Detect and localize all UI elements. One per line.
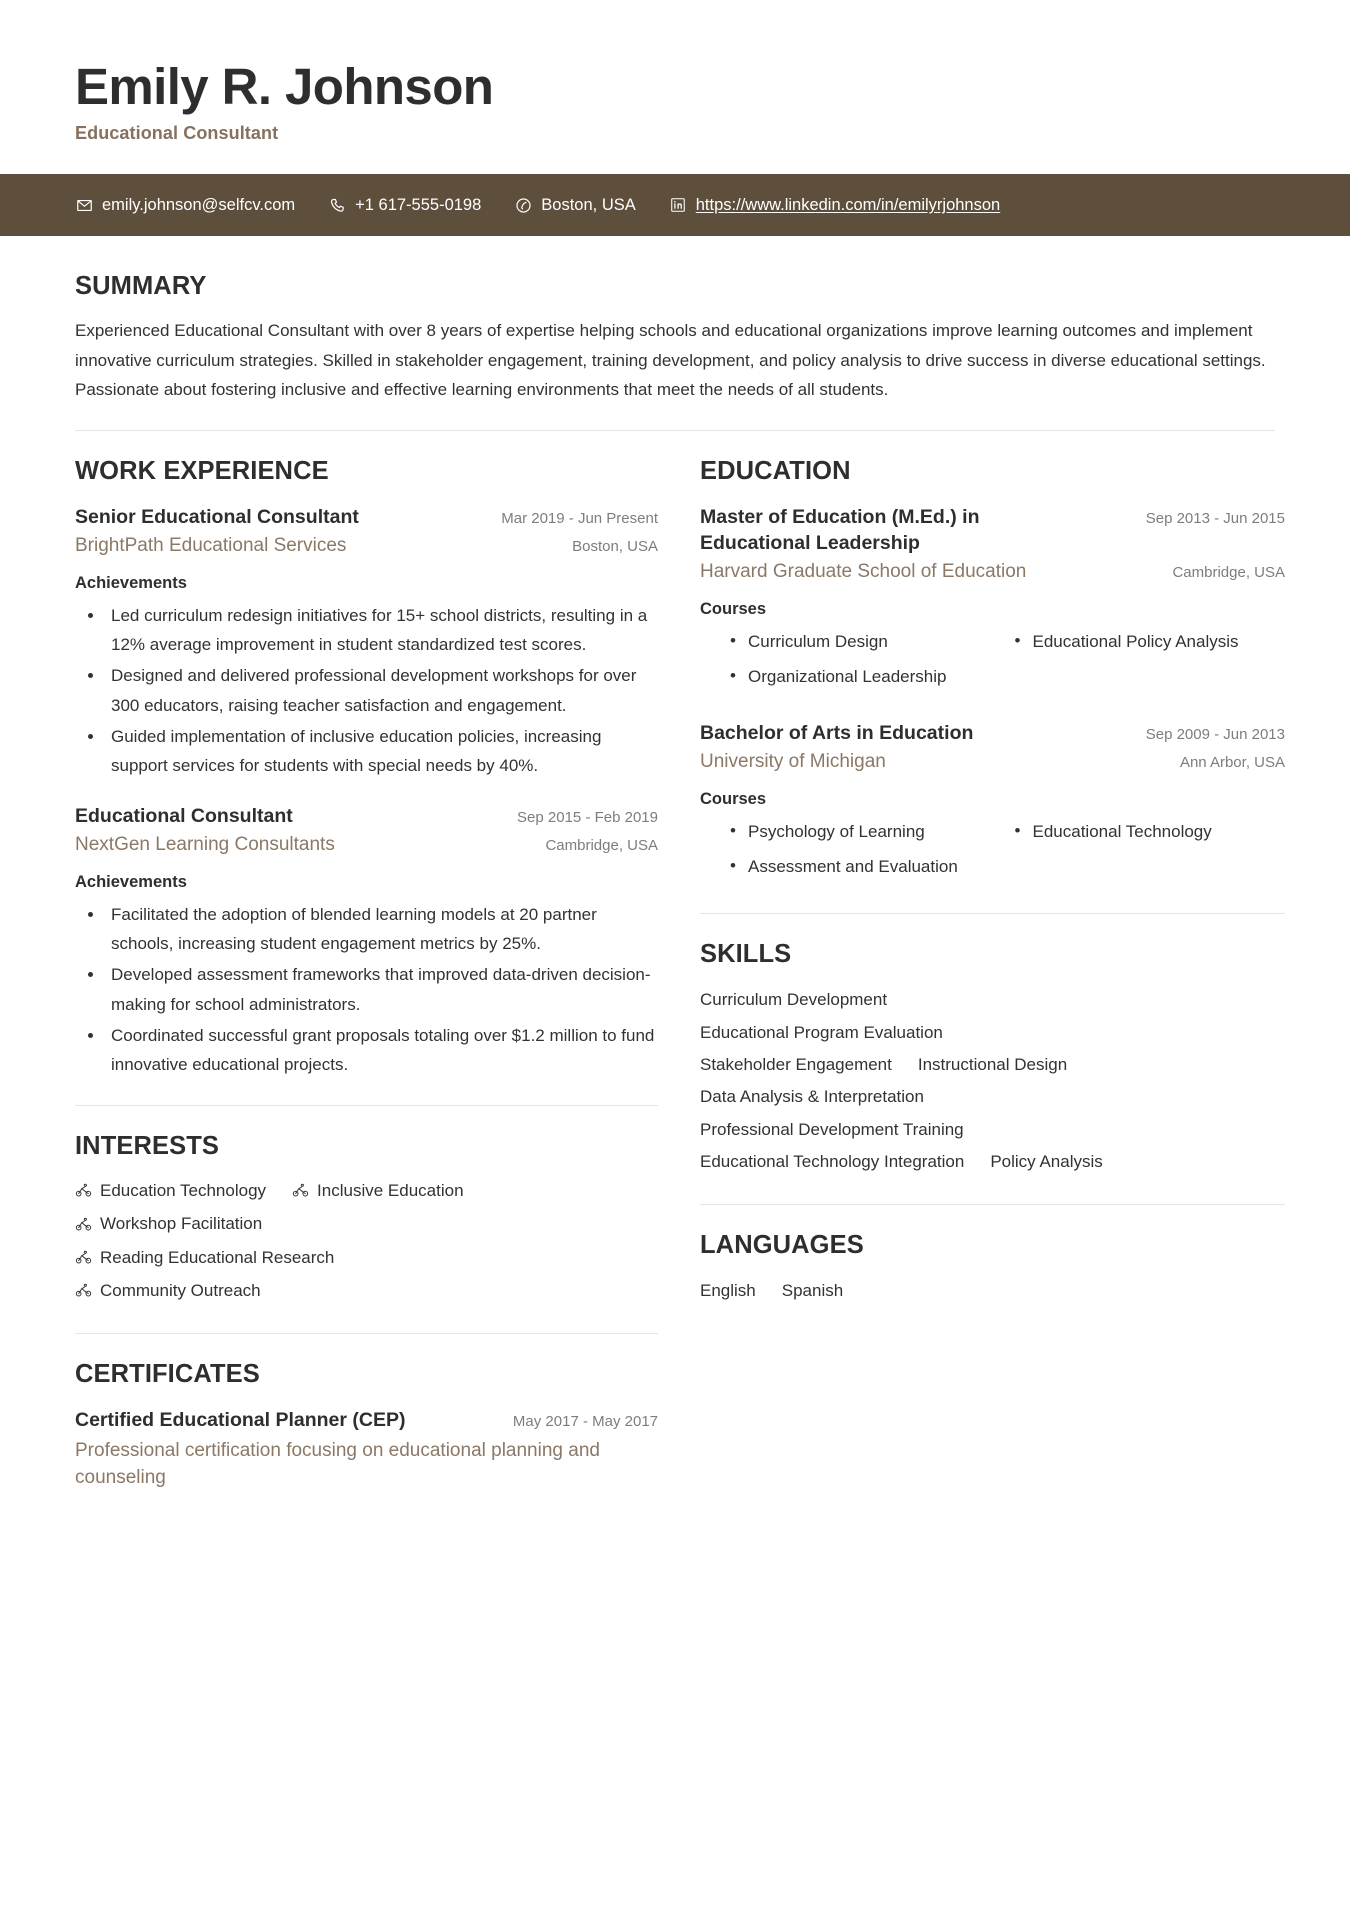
interests-list [75,1174,658,1307]
achievement-item: • Developed assessment frameworks that improved data-driven decision-making for school administrators. [105,960,658,1018]
language-item: Spanish [781,1281,844,1301]
bicycle-icon [75,1249,92,1266]
achievements-label: Achievements [75,872,187,891]
interest-row [75,1274,658,1307]
work-position: Educational Consultant [75,805,293,828]
courses-label: Courses [700,789,767,808]
course-item: • Educational Policy Analysis [1015,627,1286,656]
contact-location-text: Boston, USA [541,195,636,214]
education-title: EDUCATION [700,457,851,486]
skill-item: Policy Analysis [990,1151,1103,1171]
achievement-item: • Designed and delivered professional development workshops for over 300 educators, raising teacher satisfaction and engagement. [105,661,658,719]
interest-item [75,1174,266,1207]
achievement-item: • Coordinated successful grant proposals totaling over $1.2 million to fund innovative educational projects. [105,1021,658,1079]
interest-label: Inclusive Education [317,1181,464,1201]
work-position: Senior Educational Consultant [75,506,359,529]
skill-item: Instructional Design [917,1054,1068,1074]
work-company: BrightPath Educational Services [75,535,347,557]
content-columns [75,457,1285,1492]
skill-row [700,1146,1285,1178]
envelope-icon [75,196,93,214]
certificate-description: Professional certification focusing on educational planning and counseling [75,1439,600,1489]
contact-phone[interactable] [328,196,481,215]
course-item: • Organizational Leadership [730,662,1001,691]
work-entry [75,804,658,1079]
summary-title: SUMMARY [75,272,207,301]
education-location: Cambridge, USA [1172,564,1285,582]
summary-section [75,236,1275,404]
certificate-dates: May 2017 - May 2017 [512,1412,658,1430]
bottom-spacer [75,1492,1275,1532]
work-dates: Sep 2015 - Feb 2019 [517,809,658,827]
bicycle-icon [75,1182,92,1199]
work-experience-section [75,457,658,1079]
education-section [700,457,1285,887]
course-item: • Educational Technology [1015,817,1286,846]
contact-email[interactable] [75,196,295,215]
course-item: • Psychology of Learning [730,817,1001,846]
skill-row [700,1049,1285,1081]
interest-row [75,1174,658,1207]
course-item: • Curriculum Design [730,627,1001,656]
contact-phone-text: +1 617-555-0198 [355,195,482,214]
skill-item: Stakeholder Engagement [700,1054,892,1074]
work-company: NextGen Learning Consultants [75,834,335,856]
achievement-item: • Facilitated the adoption of blended learning models at 20 partner schools, increasing student engagement metrics by 25%. [105,900,658,958]
interests-section [75,1132,658,1307]
left-column [75,457,658,1492]
achievements-list [75,601,658,780]
resume-header [0,0,1350,144]
location-pin-icon [514,196,532,214]
education-entry [700,505,1285,697]
skills-title: SKILLS [700,940,792,969]
bicycle-icon [75,1216,92,1233]
candidate-name: Emily R. Johnson [75,58,494,115]
course-item: • Assessment and Evaluation [730,852,1001,881]
interest-row [75,1207,658,1240]
skills-list [700,984,1285,1178]
divider [75,1333,658,1334]
certificate-name: Certified Educational Planner (CEP) [75,1408,406,1431]
candidate-role: Educational Consultant [75,123,279,144]
interest-item [292,1174,463,1207]
interest-label: Community Outreach [100,1280,261,1300]
skill-item: Educational Technology Integration [700,1151,965,1171]
divider [700,913,1285,914]
skill-row [700,1114,1285,1146]
courses-label: Courses [700,599,767,618]
right-column [700,457,1285,1492]
divider [700,1204,1285,1205]
education-entry [700,721,1285,887]
contact-linkedin[interactable] [669,196,1000,215]
education-degree: Bachelor of Arts in Education [700,722,974,745]
divider [75,430,1275,431]
education-school: University of Michigan [700,751,886,773]
bicycle-icon [292,1182,309,1199]
interest-item [75,1274,261,1307]
skill-row [700,984,1285,1016]
skill-item: Data Analysis & Interpretation [700,1087,924,1107]
certificates-section [75,1360,658,1492]
linkedin-icon [669,196,687,214]
contact-linkedin-link[interactable]: https://www.linkedin.com/in/emilyrjohnson [695,195,1001,214]
language-item: English [700,1281,756,1301]
interest-label: Workshop Facilitation [100,1214,263,1234]
work-dates: Mar 2019 - Jun Present [501,510,658,528]
divider [75,1105,658,1106]
achievements-list [75,900,658,1079]
languages-list [700,1275,1285,1307]
work-entry [75,505,658,780]
languages-title: LANGUAGES [700,1231,864,1260]
work-experience-title: WORK EXPERIENCE [75,457,329,486]
achievements-label: Achievements [75,573,187,592]
contact-location [514,196,635,215]
interest-item [75,1207,262,1240]
education-location: Ann Arbor, USA [1179,754,1285,772]
interests-title: INTERESTS [75,1132,220,1161]
skill-row [700,1017,1285,1049]
contact-email-text: emily.johnson@selfcv.com [102,195,296,214]
interest-item [75,1241,334,1274]
language-row [700,1275,1285,1307]
education-school: Harvard Graduate School of Education [700,561,1027,583]
courses-list [700,627,1285,697]
phone-icon [328,196,346,214]
work-location: Cambridge, USA [545,837,658,855]
achievement-item: • Led curriculum redesign initiatives for 15+ school districts, resulting in a 12% average improvement in student standardized test scores. [105,601,658,659]
education-dates: Sep 2009 - Jun 2013 [1145,726,1285,744]
certificates-title: CERTIFICATES [75,1359,260,1388]
interest-row [75,1241,658,1274]
skills-section [700,940,1285,1178]
interest-label: Reading Educational Research [100,1247,335,1267]
education-degree: Master of Education (M.Ed.) in Educational Leadership [700,506,980,555]
interest-label: Education Technology [100,1181,267,1201]
skill-item: Curriculum Development [700,990,888,1010]
skill-row [700,1081,1285,1113]
skill-item: Educational Program Evaluation [700,1022,943,1042]
summary-text: Experienced Educational Consultant with over 8 years of expertise helping schools and educational organizations improve learning outcomes and implement innovative curriculum strategies. Skilled in stakeholder engagement, training development, and policy analysis to drive success in diverse educational settings. Passionate about fostering inclusive and effective learning environments that meet the needs of all students. [75,321,1266,399]
certificate-entry [75,1408,658,1492]
courses-list [700,817,1285,887]
work-location: Boston, USA [572,538,658,556]
education-dates: Sep 2013 - Jun 2015 [1145,510,1285,528]
bicycle-icon [75,1282,92,1299]
contact-bar [0,174,1350,236]
skill-item: Professional Development Training [700,1119,964,1139]
achievement-item: • Guided implementation of inclusive education policies, increasing support services for students with special needs by 40%. [105,722,658,780]
languages-section [700,1231,1285,1307]
